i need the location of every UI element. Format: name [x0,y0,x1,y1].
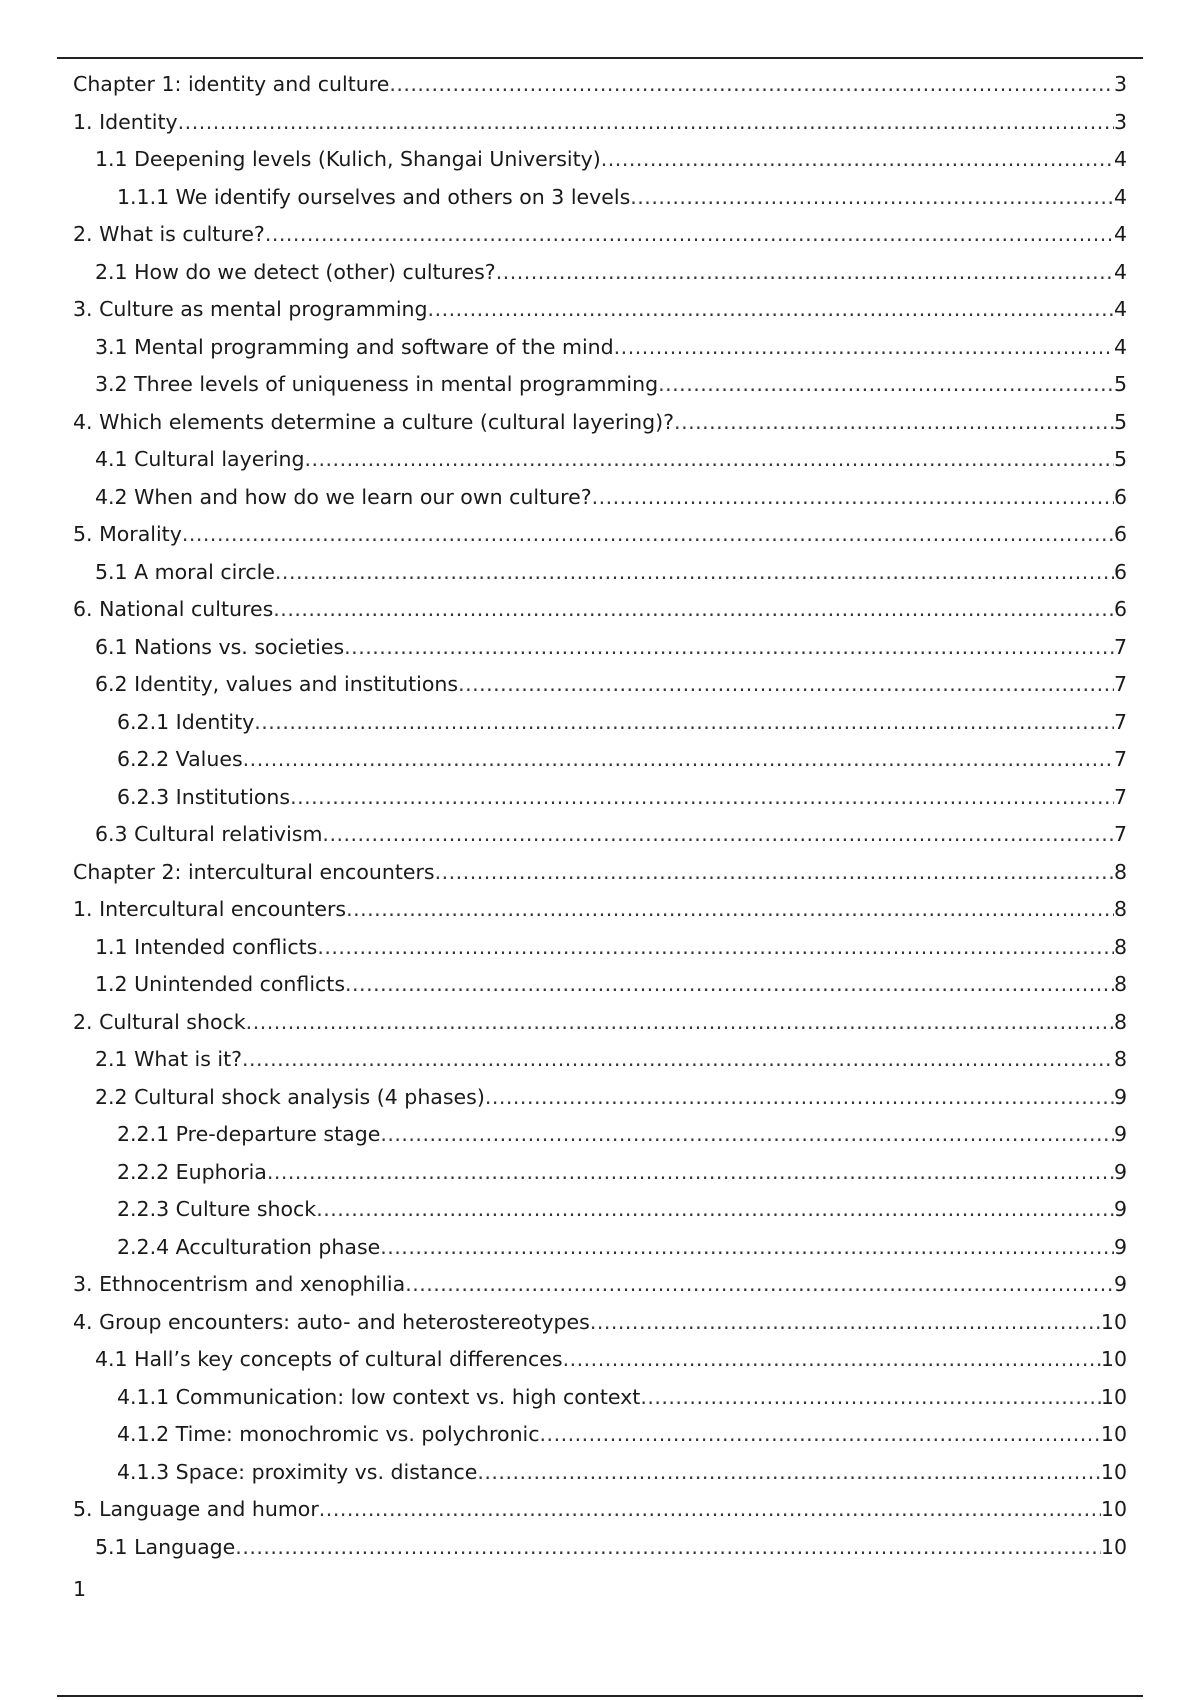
toc-dot-leader [346,891,1114,929]
toc-entry-page: 10 [1100,1497,1127,1521]
toc-dot-leader [380,1229,1114,1267]
table-of-contents [73,66,1127,1566]
toc-entry-page: 6 [1113,559,1127,584]
top-rule [57,57,1143,59]
bottom-rule [57,1695,1143,1697]
toc-entry[interactable] [73,291,1127,329]
toc-dot-leader [640,1379,1101,1417]
toc-entry-title: 3. Culture as mental programming [73,297,428,321]
toc-entry-page: 10 [1100,1422,1127,1446]
toc-dot-leader [182,516,1114,554]
toc-dot-leader [592,479,1114,517]
toc-entry[interactable] [73,854,1127,892]
toc-dot-leader [317,929,1114,967]
toc-entry[interactable] [73,1341,1127,1379]
toc-entry-page: 10 [1100,1309,1127,1334]
toc-dot-leader [435,854,1114,892]
toc-entry[interactable] [73,1079,1127,1117]
toc-entry-title: 1. Intercultural encounters [73,897,347,921]
toc-entry[interactable] [73,1529,1127,1567]
toc-entry-page: 10 [1100,1534,1127,1559]
toc-entry[interactable] [73,1191,1127,1229]
toc-dot-leader [319,1491,1101,1529]
toc-dot-leader [290,779,1114,817]
toc-dot-leader [380,1116,1114,1154]
toc-dot-leader [275,554,1114,592]
toc-entry-title: 1.1 Intended conflicts [95,934,318,959]
toc-entry-page: 9 [1113,1159,1127,1184]
toc-dot-leader [540,1416,1101,1454]
toc-entry-page: 7 [1113,747,1127,771]
toc-entry[interactable] [73,1379,1127,1417]
toc-entry-page: 7 [1113,672,1127,696]
toc-entry[interactable] [73,179,1127,217]
toc-entry[interactable] [73,516,1127,554]
toc-entry[interactable] [73,479,1127,517]
toc-entry-page: 6 [1113,597,1127,621]
toc-entry-title: 4. Group encounters: auto- and heterostereotypes [73,1309,590,1334]
toc-entry-page: 9 [1113,1084,1127,1109]
toc-entry-page: 8 [1113,1047,1127,1071]
toc-dot-leader [246,1004,1114,1042]
toc-dot-leader [405,1266,1114,1304]
toc-entry[interactable] [73,254,1127,292]
toc-entry-title: 2.2.4 Acculturation phase [117,1234,381,1259]
toc-entry-title: 1.2 Unintended conflicts [95,972,346,996]
toc-dot-leader [601,141,1114,179]
toc-entry[interactable] [73,1004,1127,1042]
toc-entry-title: Chapter 1: identity and culture [73,72,390,96]
toc-entry-title: 4.1.1 Communication: low context vs. high context [117,1384,641,1409]
toc-dot-leader [428,291,1114,329]
toc-entry-page: 10 [1100,1459,1127,1484]
toc-entry-page: 10 [1100,1347,1127,1371]
toc-entry-title: 2.2.3 Culture shock [117,1197,317,1221]
toc-entry-title: 2.2.1 Pre-departure stage [117,1122,381,1146]
toc-dot-leader [344,629,1114,667]
toc-entry[interactable] [73,929,1127,967]
toc-entry-title: 6.1 Nations vs. societies [95,634,345,659]
toc-dot-leader [265,216,1114,254]
toc-entry-page: 9 [1113,1234,1127,1259]
toc-entry[interactable] [73,366,1127,404]
toc-dot-leader [254,704,1114,742]
toc-dot-leader [590,1304,1101,1342]
toc-dot-leader [485,1079,1114,1117]
toc-entry-title: 6.2.1 Identity [117,709,255,734]
toc-entry[interactable] [73,216,1127,254]
toc-dot-leader [563,1341,1101,1379]
toc-entry[interactable] [73,554,1127,592]
toc-entry-page: 7 [1113,784,1127,809]
toc-entry-title: 4.1 Hall’s key concepts of cultural differences [95,1347,563,1371]
toc-entry[interactable] [73,329,1127,367]
toc-entry[interactable] [73,704,1127,742]
toc-entry-page: 8 [1113,859,1127,884]
toc-entry-page: 7 [1113,822,1127,846]
toc-dot-leader [630,179,1114,217]
toc-entry-title: 6. National cultures [73,597,274,621]
page-number: 1 [73,1577,87,1601]
toc-entry-page: 5 [1113,409,1127,434]
toc-entry-page: 4 [1113,147,1127,171]
toc-entry-page: 7 [1113,634,1127,659]
toc-dot-leader [345,966,1114,1004]
toc-entry[interactable] [73,1454,1127,1492]
toc-entry-page: 8 [1113,972,1127,996]
toc-entry-title: 3.2 Three levels of uniqueness in mental programming [95,372,659,396]
toc-dot-leader [658,366,1114,404]
toc-dot-leader [243,741,1114,779]
toc-entry[interactable] [73,1416,1127,1454]
toc-dot-leader [674,404,1114,442]
toc-entry-title: 6.2.3 Institutions [117,784,291,809]
toc-entry[interactable] [73,104,1127,142]
toc-entry-page: 4 [1113,297,1127,321]
toc-dot-leader [322,816,1114,854]
toc-entry-title: 4.1 Cultural layering [95,447,305,471]
toc-entry-title: 1. Identity [73,109,178,134]
toc-entry[interactable] [73,1304,1127,1342]
toc-dot-leader [178,104,1114,142]
toc-entry-page: 4 [1113,259,1127,284]
toc-entry-title: 1.1.1 We identify ourselves and others on 3 levels [117,184,631,209]
toc-dot-leader [304,441,1113,479]
toc-entry-title: Chapter 2: intercultural encounters [73,859,435,884]
toc-dot-leader [242,1041,1114,1079]
toc-entry[interactable] [73,966,1127,1004]
toc-entry-page: 3 [1113,109,1127,134]
toc-entry[interactable] [73,666,1127,704]
toc-entry-page: 7 [1113,709,1127,734]
toc-dot-leader [389,66,1114,104]
toc-entry-title: 5.1 Language [95,1534,236,1559]
toc-entry[interactable] [73,1266,1127,1304]
toc-entry-title: 2.1 How do we detect (other) cultures? [95,259,496,284]
toc-entry-page: 3 [1113,72,1127,96]
toc-entry-page: 10 [1100,1384,1127,1409]
toc-entry-title: 2.2 Cultural shock analysis (4 phases) [95,1084,485,1109]
toc-entry-title: 1.1 Deepening levels (Kulich, Shangai University) [95,147,601,171]
toc-entry[interactable] [73,1116,1127,1154]
toc-entry-page: 9 [1113,1197,1127,1221]
toc-entry-title: 6.3 Cultural relativism [95,822,323,846]
toc-entry-page: 5 [1113,447,1127,471]
toc-dot-leader [614,329,1114,367]
toc-entry-title: 4.2 When and how do we learn our own culture? [95,484,592,509]
toc-entry[interactable] [73,66,1127,104]
toc-entry-title: 2.2.2 Euphoria [117,1159,267,1184]
toc-dot-leader [235,1529,1101,1567]
toc-entry-title: 2. What is culture? [73,222,265,246]
toc-entry-page: 9 [1113,1272,1127,1296]
toc-entry-title: 5. Language and humor [73,1497,319,1521]
toc-entry[interactable] [73,741,1127,779]
toc-entry[interactable] [73,1491,1127,1529]
toc-dot-leader [477,1454,1101,1492]
toc-entry-page: 6 [1113,522,1127,546]
toc-entry-title: 3.1 Mental programming and software of the mind [95,334,614,359]
toc-entry-page: 6 [1113,484,1127,509]
toc-dot-leader [316,1191,1114,1229]
toc-entry-title: 2. Cultural shock [73,1009,246,1034]
toc-entry-title: 4.1.2 Time: monochromic vs. polychronic [117,1422,540,1446]
toc-entry[interactable] [73,1229,1127,1267]
toc-entry-title: 5.1 A moral circle [95,559,275,584]
toc-entry[interactable] [73,1041,1127,1079]
toc-dot-leader [496,254,1114,292]
toc-entry-title: 6.2 Identity, values and institutions [95,672,459,696]
toc-dot-leader [267,1154,1114,1192]
toc-entry-page: 4 [1113,184,1127,209]
toc-entry[interactable] [73,141,1127,179]
toc-entry-page: 8 [1113,1009,1127,1034]
toc-entry[interactable] [73,404,1127,442]
toc-entry-page: 9 [1113,1122,1127,1146]
toc-entry[interactable] [73,441,1127,479]
toc-entry[interactable] [73,629,1127,667]
toc-entry-title: 2.1 What is it? [95,1047,243,1071]
toc-entry-page: 4 [1113,334,1127,359]
toc-dot-leader [273,591,1114,629]
toc-dot-leader [458,666,1114,704]
toc-entry-title: 4.1.3 Space: proximity vs. distance [117,1459,478,1484]
toc-entry-page: 5 [1113,372,1127,396]
toc-entry-page: 4 [1113,222,1127,246]
toc-entry-title: 4. Which elements determine a culture (cultural layering)? [73,409,675,434]
toc-entry[interactable] [73,816,1127,854]
toc-entry-page: 8 [1113,897,1127,921]
toc-entry[interactable] [73,1154,1127,1192]
toc-entry-title: 6.2.2 Values [117,747,243,771]
toc-entry-title: 3. Ethnocentrism and xenophilia [73,1272,406,1296]
toc-entry[interactable] [73,591,1127,629]
toc-entry[interactable] [73,779,1127,817]
toc-entry-page: 8 [1113,934,1127,959]
toc-entry-title: 5. Morality [73,522,182,546]
toc-entry[interactable] [73,891,1127,929]
